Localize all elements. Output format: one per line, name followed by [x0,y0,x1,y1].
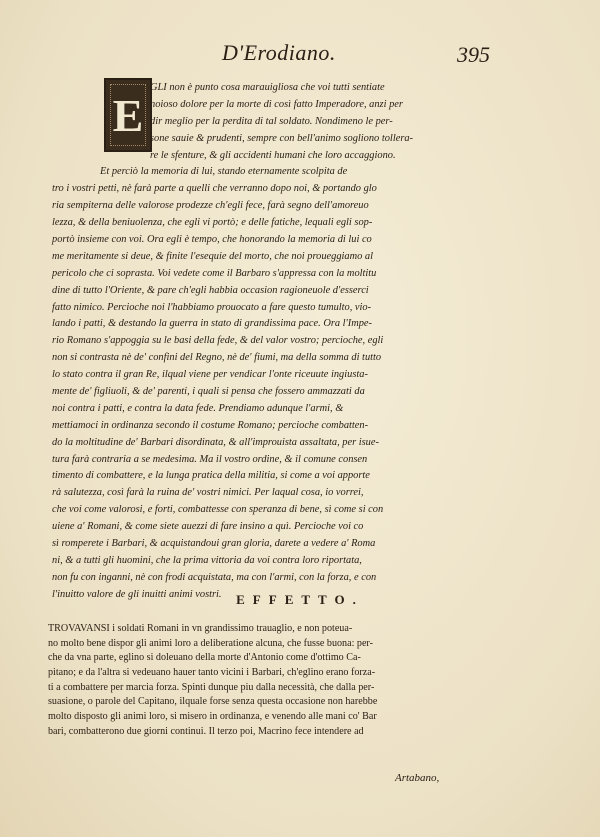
effect-body [48,622,488,740]
speech-body [52,80,488,604]
body-line: mettiamoci in ordinanza secondo il costume Romano; percioche combatten- [52,419,369,431]
body-line: che voi come valorosi, e forti, combattesse con speranza di bene, sì come si con [52,504,384,516]
body-line: me meritamente si deue, & finite l'esequie del morto, che noi proueggiamo al [52,250,373,262]
body-line: lo stato contra il gran Re, ilqual viene per vendicar l'onte riceuute ingiusta- [52,369,368,381]
body-line: tura farà contraria a se medesima. Ma il vostro ordine, & il comune consen [52,453,368,465]
body-line: l'inuitto valore de gli inuitti animi vostri. [52,588,222,600]
running-title: D'Erodiano. [222,40,336,65]
body-line: mente de' figliuoli, & de' parenti, i quali si pensa che fossero ammazzati da [52,386,365,398]
body-line: lando i patti, & destando la guerra in stato di grandissima pace. Ora l'Impe- [52,318,372,330]
body-line: ria sempiterna delle valorose prodezze ch'egli fece, farà segno dell'amoreuo [52,200,369,212]
effect-line: no molto bene dispor gli animi loro a deliberatione alcuna, che fusse buona: per- [48,637,373,649]
body-line: dine di tutto l'Oriente, & pare ch'egli habbia occasion ragioneuole d'esserci [52,284,369,296]
body-line: GLI non è punto cosa marauigliosa che voi tutti sentiate [150,82,385,93]
effect-line: ti a combattere per marcia forza. Spinti dunque piu dalla necessità, che dalla per- [48,681,375,693]
body-line: sone sauie & prudenti, sempre con bell'animo sogliono tollera- [150,132,414,144]
effect-line: molto disposto gli animi loro, si misero in ordinanza, e venendo alle mani co' Bar [48,711,377,723]
body-line: do la moltitudine de' Barbari disordinata, & all'improuista assaltata, per isue- [52,436,379,448]
body-line: noioso dolore per la morte di così fatto Imperadore, anzi per [150,98,403,110]
body-line: non fu con inganni, nè con frodi acquistata, ma con l'armi, con la forza, e con [52,571,377,583]
body-line: noi contra i patti, e contra la data fede. Prendiamo adunque l'armi, & [52,402,344,414]
body-line: uiene a' Romani, & come siete auezzi di fare insino a quì. Percioche voi co [52,521,364,533]
body-line: rio Romano s'appoggia su le basi della fede, & del valor vostro; percioche, egli [52,335,384,347]
page-number: 395 [457,42,490,67]
body-line: ni, & a tutti gli huomini, che la prima vittoria da voi contra loro riportata, [52,554,362,566]
effect-line: suasione, o parole del Capitano, ilquale forse senza questa occasione non harebbe [48,696,378,708]
effect-line: bari, combatterono due giorni continui. Il terzo poi, Macrino fece intendere ad [48,725,364,737]
body-line: Et perciò la memoria di lui, stando eternamente scolpita de [100,166,348,178]
section-heading-effetto: EFFETTO. [236,592,364,607]
effect-line: TROVAVANSI i soldati Romani in vn grandissimo trauaglio, e non poteua- [48,623,353,634]
catchword: Artabano, [395,772,440,784]
body-line: non si contrasta nè de' confini del Regno, nè de' fiumi, ma della somma di tutto [52,352,382,364]
body-line: pericolo che ci soprasta. Voi vedete come il Barbaro s'appressa con la moltitu [52,267,377,279]
body-line: lezza, & della beniuolenza, che egli vi portò; e delle fatiche, lequali egli sop- [52,217,373,229]
body-line: fatto nimico. Percioche noi l'habbiamo prouocato a fare questo tumulto, vio- [52,301,372,313]
body-line: tro i vostri petti, nè farà parte a quelli che verranno dopo noi, & portando glo [52,183,377,195]
body-line: dir meglio per la perdita di tal soldato. Nondimeno le per- [150,115,393,127]
body-line: rà salutezza, così farà la ruina de' vostri nimici. Per laqual cosa, io vorrei, [52,487,364,499]
effect-line: che da vna parte, eglino si doleuano della morte d'Antonio come d'ottimo Ca- [48,652,361,664]
running-header [150,40,490,74]
effect-line: pitano; e da l'altra si vedeuano hauer tanto vicini i Barbari, ch'eglino erano forza- [48,667,376,679]
body-line: re le sfenture, & gli accidenti humani che loro accaggiono. [150,149,396,161]
body-line: portò insieme con voi. Ora egli è tempo, che honorando la memoria di lui co [52,234,372,246]
initial-letter: E [112,89,144,141]
body-line: timento di combattere, e la lunga pratica della militia, si come a voi apporte [52,470,370,482]
body-line: sì romperete i Barbari, & acquistandoui gran gloria, darete a vedere a' Roma [52,538,376,550]
